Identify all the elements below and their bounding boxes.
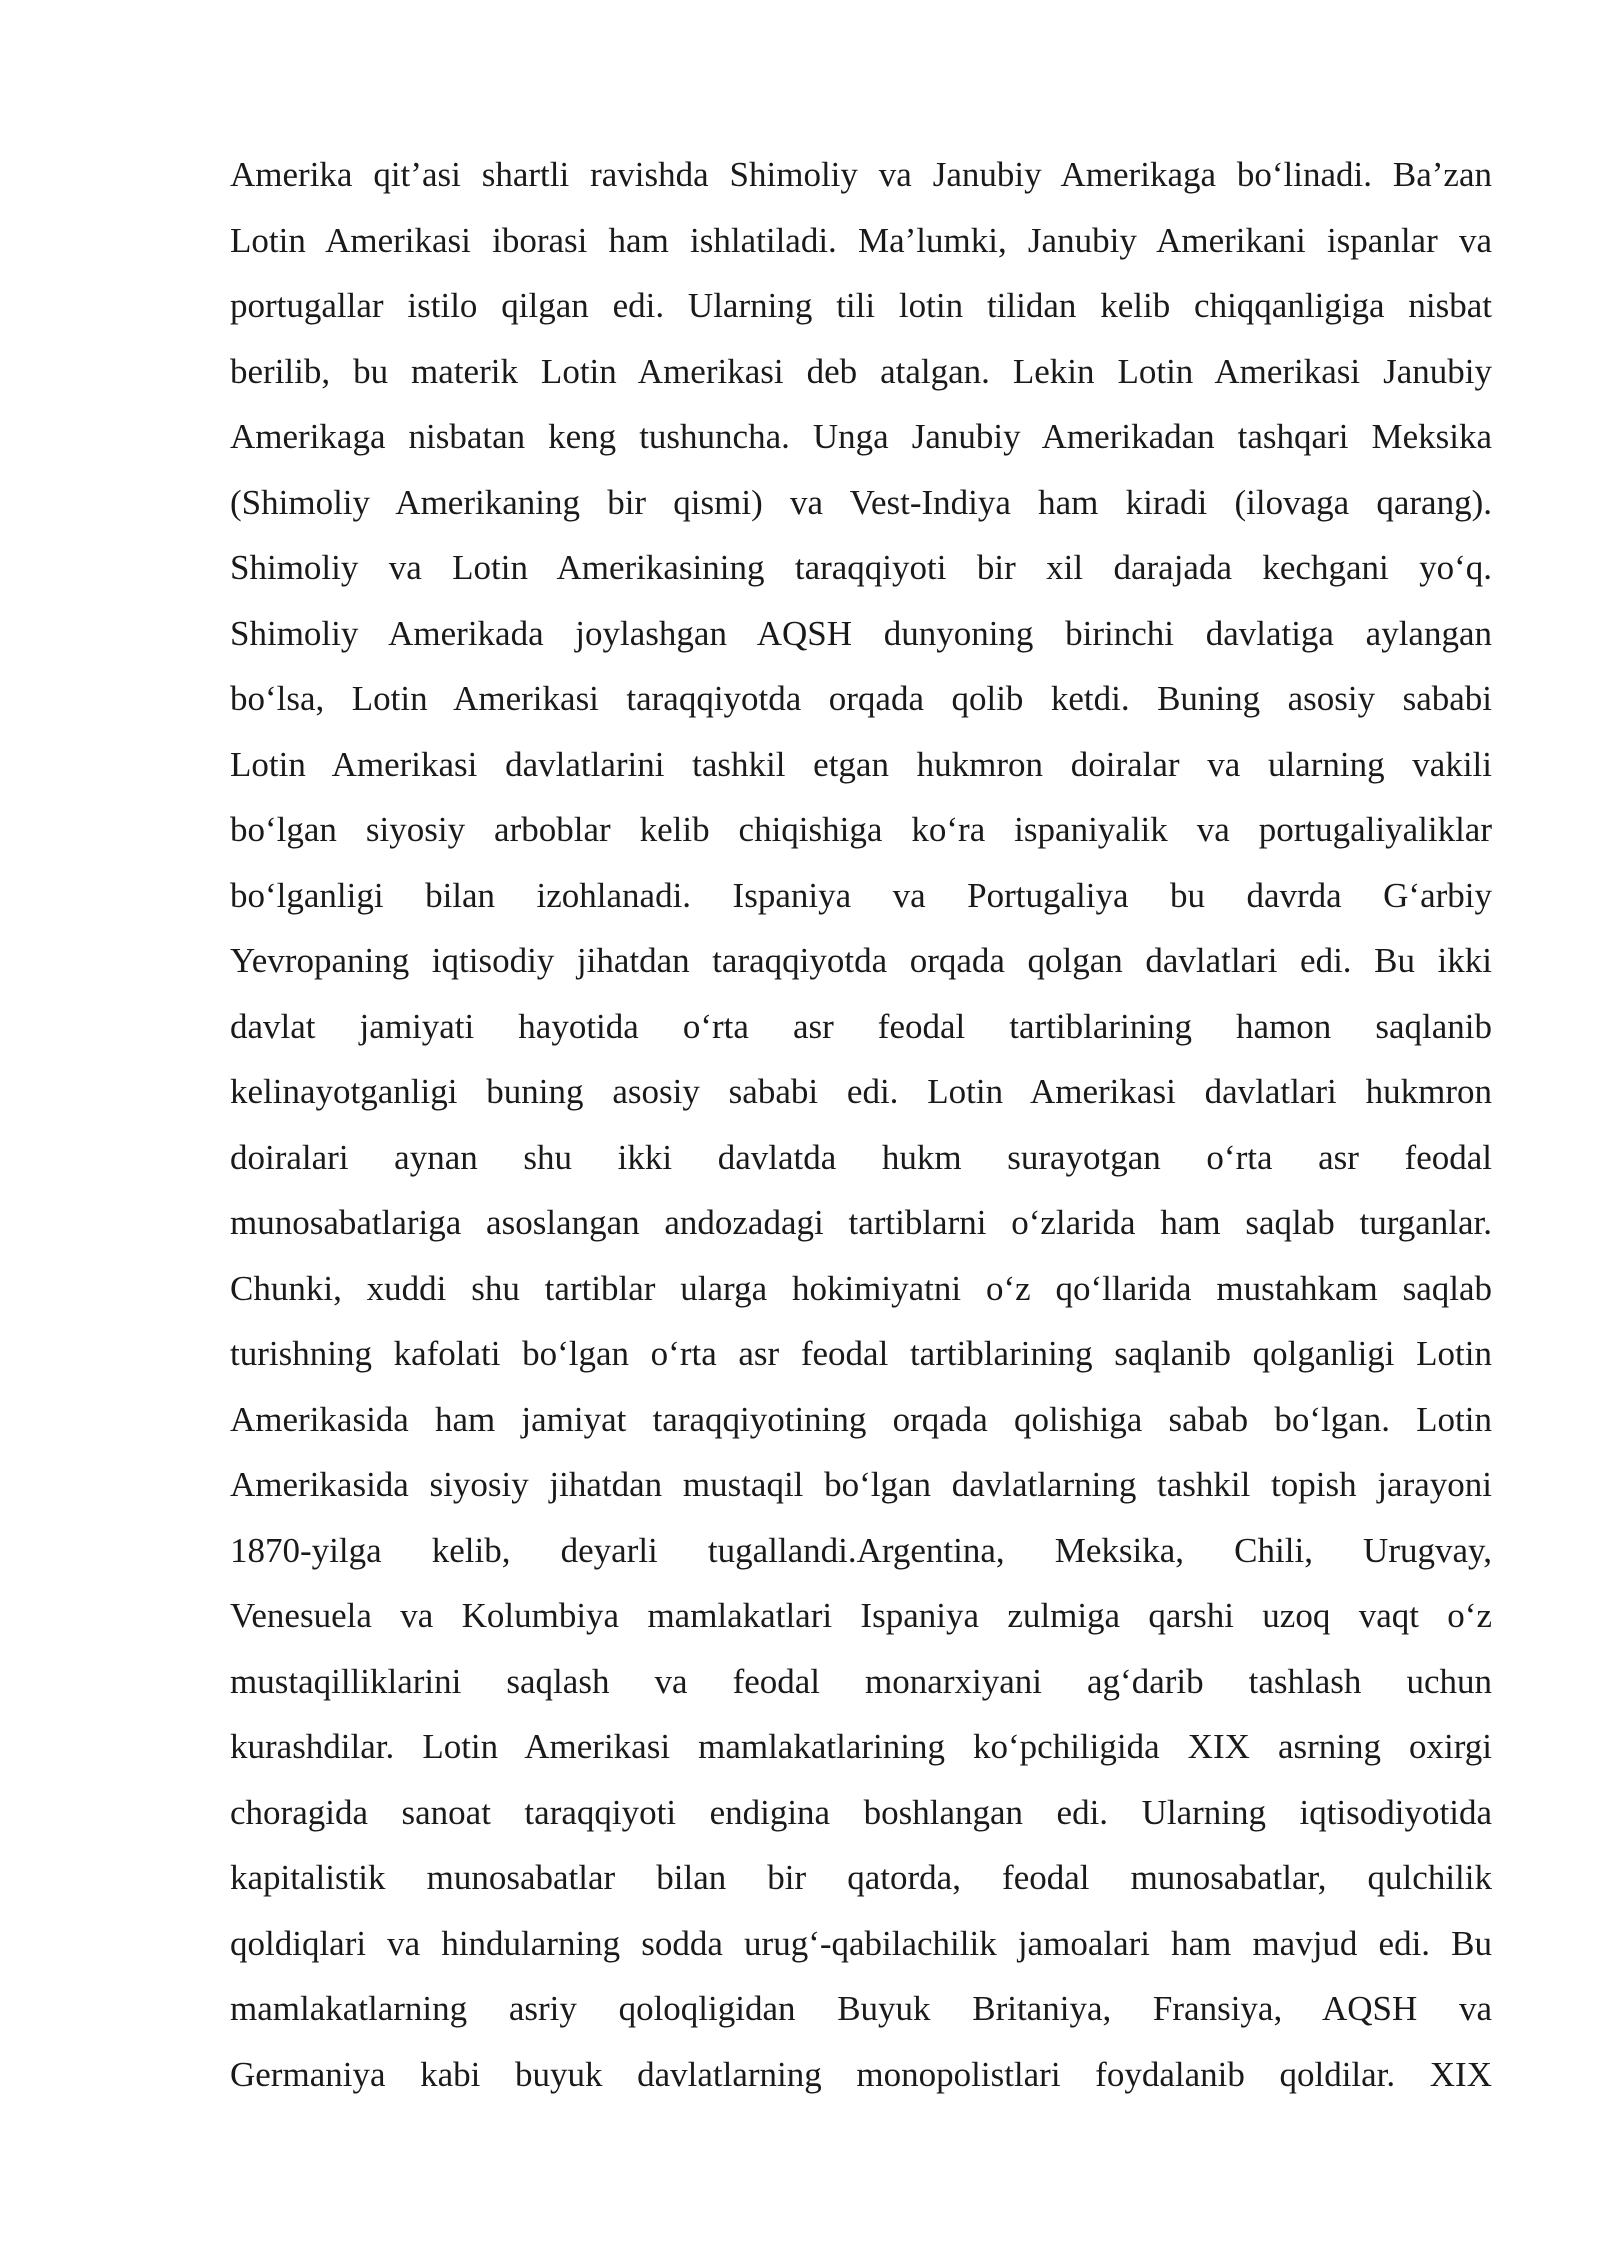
text-line: kapitalistik munosabatlar bilan bir qatorda, feodal munosabatlar, qulchilik <box>230 1858 1492 1897</box>
text-line: Lotin Amerikasi davlatlarini tashkil etgan hukmron doiralar va ularning vakili <box>230 744 1492 784</box>
text-line: kurashdilar. Lotin Amerikasi mamlakatlarining ko‘pchiligida XIX asrning oxirgi <box>230 1727 1492 1766</box>
text-line: choragida sanoat taraqqiyoti endigina boshlangan edi. Ularning iqtisodiyotida <box>230 1792 1492 1832</box>
text-line: Chunki, xuddi shu tartiblar ularga hokimiyatni o‘z qo‘llarida mustahkam saqlab <box>230 1268 1492 1308</box>
text-line: Lotin Amerikasi iborasi ham ishlatiladi. Ma’lumki, Janubiy Amerikani ispanlar va <box>230 220 1492 260</box>
text-line: Shimoliy va Lotin Amerikasining taraqqiyoti bir xil darajada kechgani yo‘q. <box>230 548 1492 587</box>
text-line: portugallar istilo qilgan edi. Ularning tili lotin tilidan kelib chiqqanligiga nisbat <box>230 286 1492 325</box>
text-line: Amerikasida siyosiy jihatdan mustaqil bo‘lgan davlatlarning tashkil topish jarayoni <box>230 1465 1492 1504</box>
text-line: Amerika qit’asi shartli ravishda Shimoliy va Janubiy Amerikaga bo‘linadi. Ba’zan <box>230 155 1492 194</box>
text-line: Amerikasida ham jamiyat taraqqiyotining orqada qolishiga sabab bo‘lgan. Lotin <box>230 1399 1492 1439</box>
text-line: qoldiqlari va hindularning sodda urug‘-qabilachilik jamoalari ham mavjud edi. Bu <box>230 1923 1492 1963</box>
text-line: bo‘lgan siyosiy arboblar kelib chiqishiga ko‘ra ispaniyalik va portugaliyaliklar <box>230 810 1492 849</box>
body-paragraph <box>230 142 1492 2107</box>
text-line: Amerikaga nisbatan keng tushuncha. Unga Janubiy Amerikadan tashqari Meksika <box>230 417 1492 456</box>
text-line: bo‘lganligi bilan izohlanadi. Ispaniya va Portugaliya bu davrda G‘arbiy <box>230 875 1492 915</box>
text-line: mamlakatlarning asriy qoloqligidan Buyuk Britaniya, Fransiya, AQSH va <box>230 1989 1492 2028</box>
text-line: Germaniya kabi buyuk davlatlarning monopolistlari foydalanib qoldilar. XIX <box>230 2054 1492 2094</box>
text-line: Venesuela va Kolumbiya mamlakatlari Ispaniya zulmiga qarshi uzoq vaqt o‘z <box>230 1596 1492 1635</box>
text-line: munosabatlariga asoslangan andozadagi tartiblarni o‘zlarida ham saqlab turganlar. <box>230 1203 1492 1242</box>
text-line: (Shimoliy Amerikaning bir qismi) va Vest-Indiya ham kiradi (ilovaga qarang). <box>230 482 1492 522</box>
text-line: berilib, bu materik Lotin Amerikasi deb atalgan. Lekin Lotin Amerikasi Janubiy <box>230 351 1492 391</box>
text-line: davlat jamiyati hayotida o‘rta asr feodal tartiblarining hamon saqlanib <box>230 1006 1492 1046</box>
text-line: doiralari aynan shu ikki davlatda hukm surayotgan o‘rta asr feodal <box>230 1137 1492 1177</box>
text-line: Yevropaning iqtisodiy jihatdan taraqqiyotda orqada qolgan davlatlari edi. Bu ikki <box>230 941 1492 980</box>
text-line: turishning kafolati bo‘lgan o‘rta asr feodal tartiblarining saqlanib qolganligi Lotin <box>230 1334 1492 1373</box>
text-line: Shimoliy Amerikada joylashgan AQSH dunyoning birinchi davlatiga aylangan <box>230 613 1492 653</box>
text-line: kelinayotganligi buning asosiy sababi edi. Lotin Amerikasi davlatlari hukmron <box>230 1072 1492 1111</box>
text-line: 1870-yilga kelib, deyarli tugallandi.Argentina, Meksika, Chili, Urugvay, <box>230 1530 1492 1570</box>
text-line: bo‘lsa, Lotin Amerikasi taraqqiyotda orqada qolib ketdi. Buning asosiy sababi <box>230 679 1492 718</box>
text-line: mustaqilliklarini saqlash va feodal monarxiyani ag‘darib tashlash uchun <box>230 1661 1492 1701</box>
